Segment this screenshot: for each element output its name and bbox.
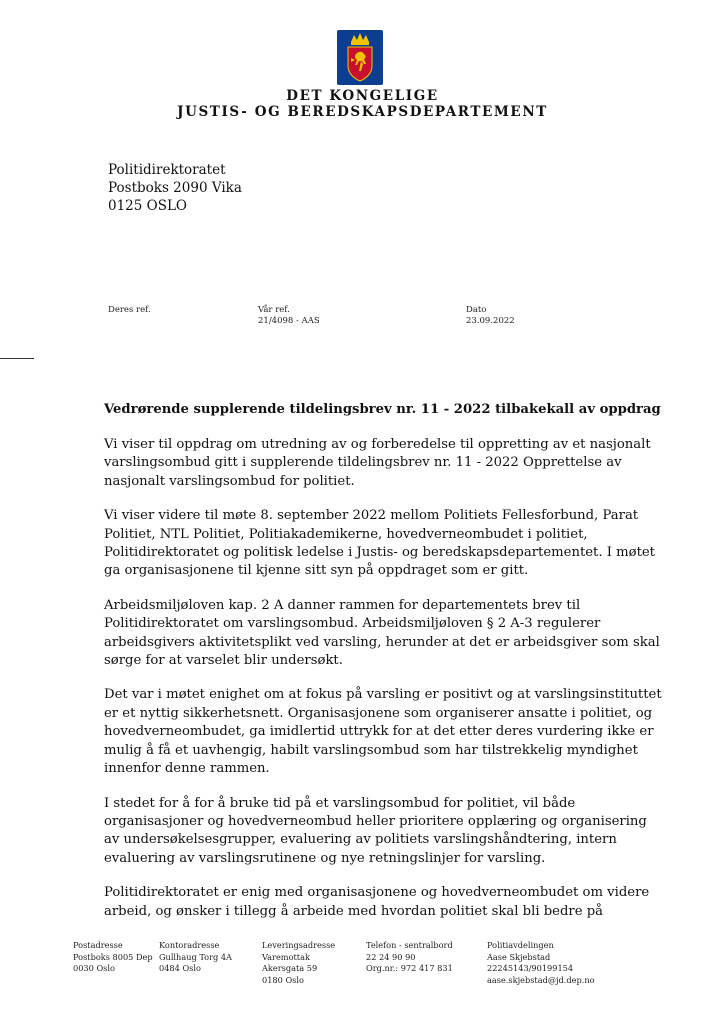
footer-line: Org.nr.: 972 417 831 xyxy=(366,963,453,973)
dato-value: 23.09.2022 xyxy=(466,316,515,326)
footer-line: 22 24 90 90 xyxy=(366,951,416,962)
crest-graphic xyxy=(337,30,383,85)
footer-line: 0180 Oslo xyxy=(262,974,304,985)
footer-line: Postboks 8005 Dep xyxy=(73,951,153,962)
footer-label: Telefon - sentralbord xyxy=(366,940,453,950)
footer-line: 0484 Oslo xyxy=(159,963,201,973)
recipient-line: Politidirektoratet xyxy=(108,162,226,178)
dato-label: Dato xyxy=(466,305,487,315)
body-paragraph: Arbeidsmiljøloven kap. 2 A danner rammen for departementets brev til Politidirektoratet om varslingsombud. Arbeidsmiljøloven § 2 A-3 regulerer arbeidsgivers aktivitetsplikt ved varsling, herunder at det er arbeidsgiver som skal sørge for at varselet blir undersøkt. xyxy=(104,597,660,669)
footer-label: Postadresse xyxy=(73,940,123,950)
dato xyxy=(466,305,515,327)
footer-line: 22245143/90199154 xyxy=(487,963,574,973)
deres-ref xyxy=(108,305,151,316)
footer-line: 0030 Oslo xyxy=(73,963,115,973)
footer-line: Aase Skjebstad xyxy=(487,951,551,962)
body-paragraph: Vi viser til oppdrag om utredning av og forberedelse til oppretting av et nasjonalt varslingsombud gitt i supplerende tildelingsbrev nr. 11 - 2022 Opprettelse av nasjonalt varslingsombud for politiet. xyxy=(104,437,651,489)
letter-subject: Vedrørende supplerende tildelingsbrev nr. 11 - 2022 tilbakekall av oppdrag xyxy=(104,402,661,417)
deres-ref-label: Deres ref. xyxy=(108,305,151,315)
footer-telefon xyxy=(366,940,453,975)
footer-avdeling xyxy=(487,940,595,986)
footer-label: Kontoradresse xyxy=(159,940,220,950)
recipient-address xyxy=(108,161,242,215)
body-paragraph: Vi viser videre til møte 8. september 2022 mellom Politiets Fellesforbund, Parat Politiet, NTL Politiet, Politiakademikerne, hovedverneombudet i politiet, Politidirektoratet og politisk ledelse i Justis- og beredskapsdepartementet. I møtet ga organisasjonene til kjenne sitt syn på oppdraget som er gitt. xyxy=(104,508,655,579)
department-line-2: JUSTIS- OG BEREDSKAPSDEPARTEMENT xyxy=(177,104,548,120)
footer-label: Politiavdelingen xyxy=(487,940,554,950)
coat-of-arms-logo xyxy=(337,30,383,85)
footer-postadresse xyxy=(73,940,153,975)
body-paragraph: Det var i møtet enighet om at fokus på varsling er positivt og at varslingsinstituttet er et nyttig sikkerhetsnett. Organisasjonene som organiserer ansatte i politiet, og hovedverneombudet, ga imidlertid uttrykk for at det etter deres vurdering ikke er mulig å få et uavhengig, habilt varslingsombud som har tilstrekkelig myndighet innenfor denne rammen. xyxy=(104,687,662,777)
body-paragraph: I stedet for å for å bruke tid på et varslingsombud for politiet, vil både organisasjoner og hovedverneombud heller prioritere opplæring og organisering av undersøkelsesgrupper, evaluering av politiets varslingshåndtering, intern evaluering av varslingsrutinene og nye retningslinjer for varsling. xyxy=(104,795,647,866)
footer-leveringsadresse xyxy=(262,940,335,986)
var-ref-value: 21/4098 - AAS xyxy=(258,316,320,326)
footer-kontoradresse xyxy=(159,940,232,975)
recipient-line: 0125 OSLO xyxy=(108,198,187,214)
footer-line: Varemottak xyxy=(262,951,310,962)
recipient-line: Postboks 2090 Vika xyxy=(108,180,242,196)
var-ref xyxy=(258,305,320,327)
department-line-1: DET KONGELIGE xyxy=(286,88,439,104)
body-paragraph: Politidirektoratet er enig med organisasjonene og hovedverneombudet om videre arbeid, og ønsker i tillegg å arbeide med hvordan politiet skal bli bedre på xyxy=(104,885,650,919)
footer-email-link[interactable]: aase.skjebstad@jd.dep.no xyxy=(487,974,595,985)
footer-line: Akersgata 59 xyxy=(262,963,318,973)
footer-line: Gullhaug Torg 4A xyxy=(159,951,232,962)
letter-body xyxy=(104,436,664,937)
footer-label: Leveringsadresse xyxy=(262,940,336,950)
var-ref-label: Vår ref. xyxy=(258,305,290,315)
fold-mark xyxy=(0,358,34,359)
